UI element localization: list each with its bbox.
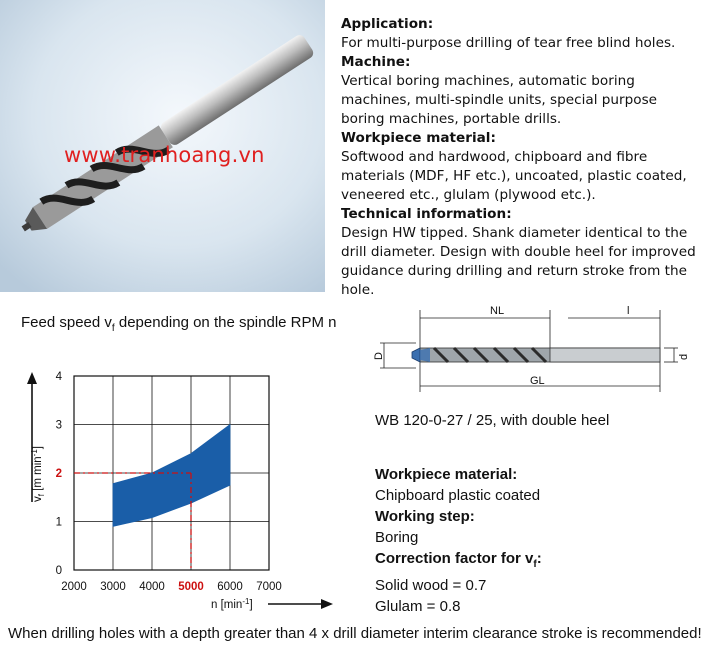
- d-small-label: d: [678, 353, 690, 360]
- application-heading: Application:: [341, 16, 434, 32]
- y-tick-label: 2: [55, 468, 62, 480]
- x-tick-label: 2000: [61, 581, 87, 593]
- x-tick-label: 5000: [178, 581, 204, 593]
- x-tick-label: 7000: [256, 581, 282, 593]
- chart-title: [21, 313, 341, 339]
- chart-title-sub: f: [111, 323, 115, 334]
- spec-step-heading: Working step:: [375, 508, 475, 525]
- spec-workpiece-heading: Workpiece material:: [375, 466, 518, 483]
- drill-technical-drawing: [372, 298, 692, 398]
- y-axis-label: $v_f$ [m $\min^{-1}$]: [30, 445, 46, 502]
- spec-solid-wood: Solid wood = 0.7: [375, 577, 487, 594]
- chart-title-part1: Feed speed v: [21, 314, 112, 331]
- x-tick-label: 3000: [100, 581, 126, 593]
- x-tick-label: 4000: [139, 581, 165, 593]
- product-info: [341, 15, 703, 300]
- l-label: l: [627, 305, 630, 317]
- y-tick-label: 0: [55, 565, 62, 577]
- spec-step-value: Boring: [375, 529, 419, 546]
- machine-heading: Machine:: [341, 54, 411, 70]
- x-axis-label: n $[\min^{-1}]$: [211, 597, 253, 611]
- feed-speed-band: [113, 425, 230, 527]
- spec-glulam: Glulam = 0.8: [375, 598, 461, 615]
- workpiece-heading: Workpiece material:: [341, 130, 496, 146]
- y-tick-label: 3: [55, 419, 62, 432]
- drill-caption: WB 120-0-27 / 25, with double heel: [375, 412, 610, 429]
- spec-correction-heading: Correction factor for $v_f$:: [375, 550, 542, 570]
- technical-heading: Technical information:: [341, 206, 512, 222]
- workpiece-text: Softwood and hardwood, chipboard and fibre materials (MDF, HF etc.), uncoated, plastic coated, veneered etc., glulam (plywood etc.).: [341, 149, 687, 203]
- d-big-label: D: [373, 352, 385, 360]
- y-axis-arrowhead: [27, 372, 37, 384]
- watermark-url: www.tranhoang.vn: [64, 143, 265, 167]
- process-spec: [375, 464, 542, 617]
- footer-note: When drilling holes with a depth greater than 4 x drill diameter interim clearance stroke is recommended!: [8, 625, 702, 642]
- gl-label: GL: [530, 375, 545, 387]
- technical-text: Design HW tipped. Shank diameter identical to the drill diameter. Design with double heel for improved guidance during drilling and return stroke from the hole.: [341, 225, 696, 298]
- application-text: For multi-purpose drilling of tear free blind holes.: [341, 35, 676, 51]
- nl-label: NL: [490, 305, 505, 317]
- y-tick-label: 1: [55, 516, 62, 529]
- machine-text: Vertical boring machines, automatic boring machines, multi-spindle units, special purpose boring machines, portable drills.: [341, 73, 658, 127]
- x-axis-arrowhead: [321, 599, 333, 609]
- y-tick-label: 4: [55, 371, 62, 383]
- feed-speed-chart: [0, 362, 340, 616]
- spec-workpiece-value: Chipboard plastic coated: [375, 487, 541, 504]
- x-tick-label: 6000: [217, 581, 243, 593]
- chart-title-part2: depending on the spindle RPM n: [114, 314, 337, 331]
